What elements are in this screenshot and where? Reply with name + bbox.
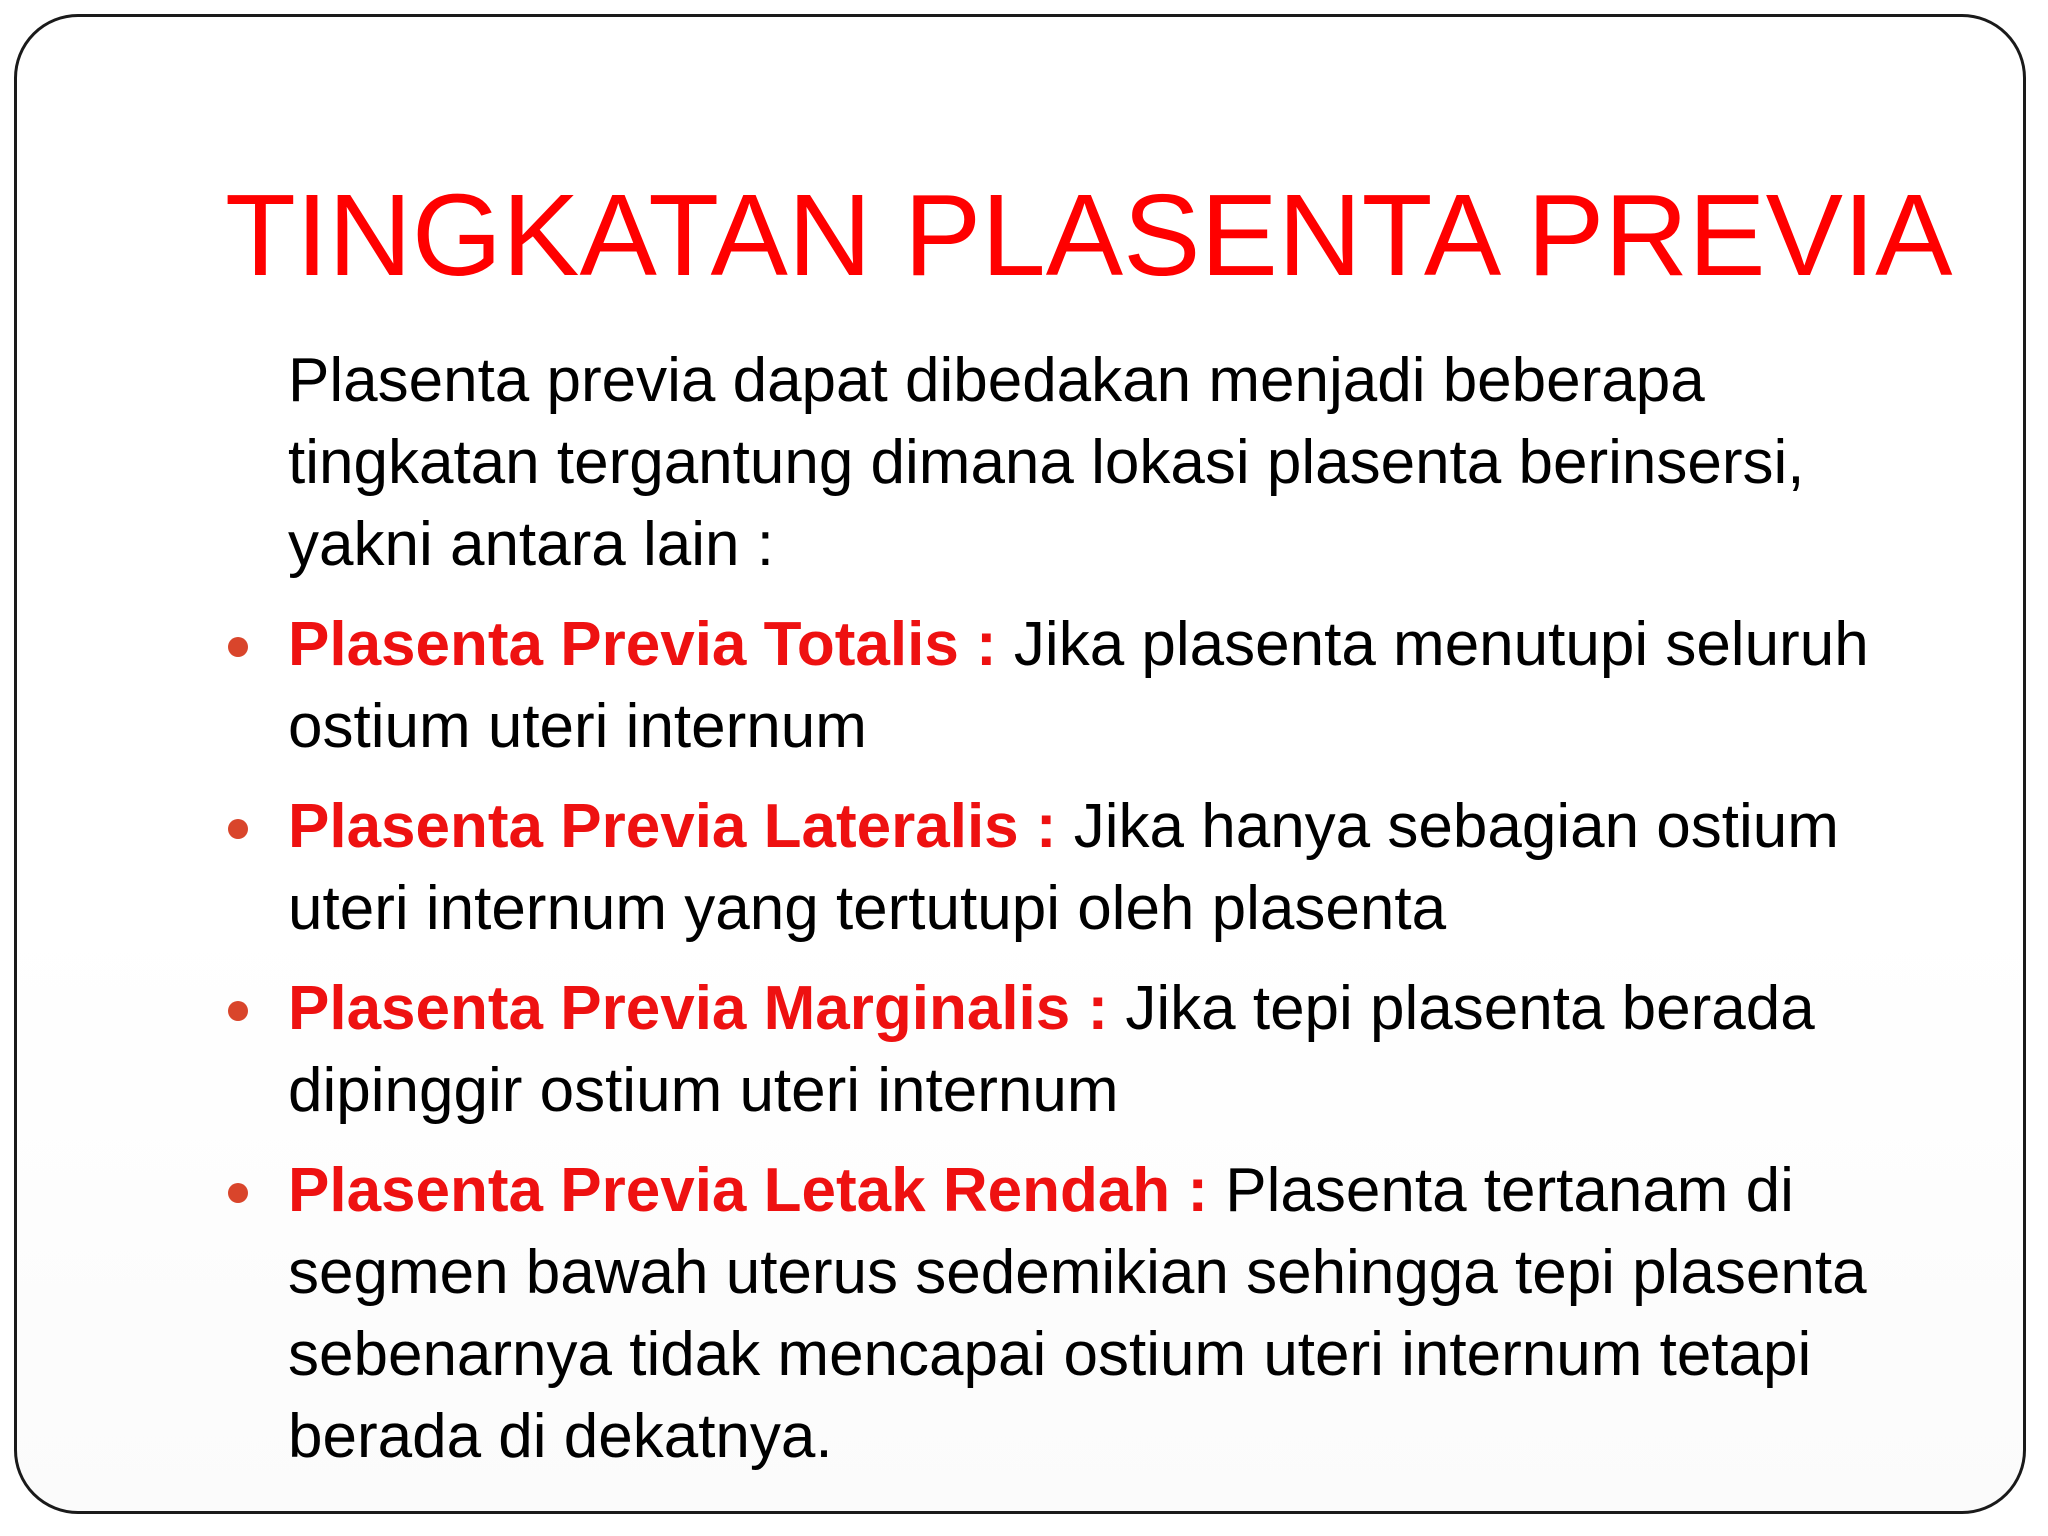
- list-item: [288, 968, 1928, 1132]
- term-label: Plasenta Previa Letak Rendah :: [288, 1156, 1209, 1225]
- list-item: [288, 786, 1928, 950]
- list-item: [288, 1150, 1928, 1478]
- list-item: [288, 604, 1928, 768]
- bullet-dot-icon: [228, 1183, 248, 1203]
- term-description: Jika plasenta menutupi seluruh ostium uteri internum: [288, 610, 1869, 761]
- term-label: Plasenta Previa Lateralis :: [288, 792, 1057, 861]
- term-label: Plasenta Previa Totalis :: [288, 610, 997, 679]
- term-description: Plasenta tertanam di segmen bawah uterus sedemikian sehingga tepi plasenta sebenarnya tidak mencapai ostium uteri internum tetapi berada di dekatnya.: [288, 1156, 1867, 1471]
- term-description: Jika hanya sebagian ostium uteri internum yang tertutupi oleh plasenta: [288, 792, 1839, 943]
- slide-content: [288, 340, 1928, 1496]
- intro-paragraph: Plasenta previa dapat dibedakan menjadi beberapa tingkatan tergantung dimana lokasi plasenta berinsersi, yakni antara lain :: [288, 346, 1805, 579]
- term-description: Jika tepi plasenta berada dipinggir ostium uteri internum: [288, 974, 1815, 1125]
- bullet-dot-icon: [228, 819, 248, 839]
- term-label: Plasenta Previa Marginalis :: [288, 974, 1109, 1043]
- slide-title: TINGKATAN PLASENTA PREVIA: [225, 170, 1953, 300]
- bullet-list: [288, 604, 1928, 1478]
- bullet-dot-icon: [228, 1001, 248, 1021]
- bullet-dot-icon: [228, 637, 248, 657]
